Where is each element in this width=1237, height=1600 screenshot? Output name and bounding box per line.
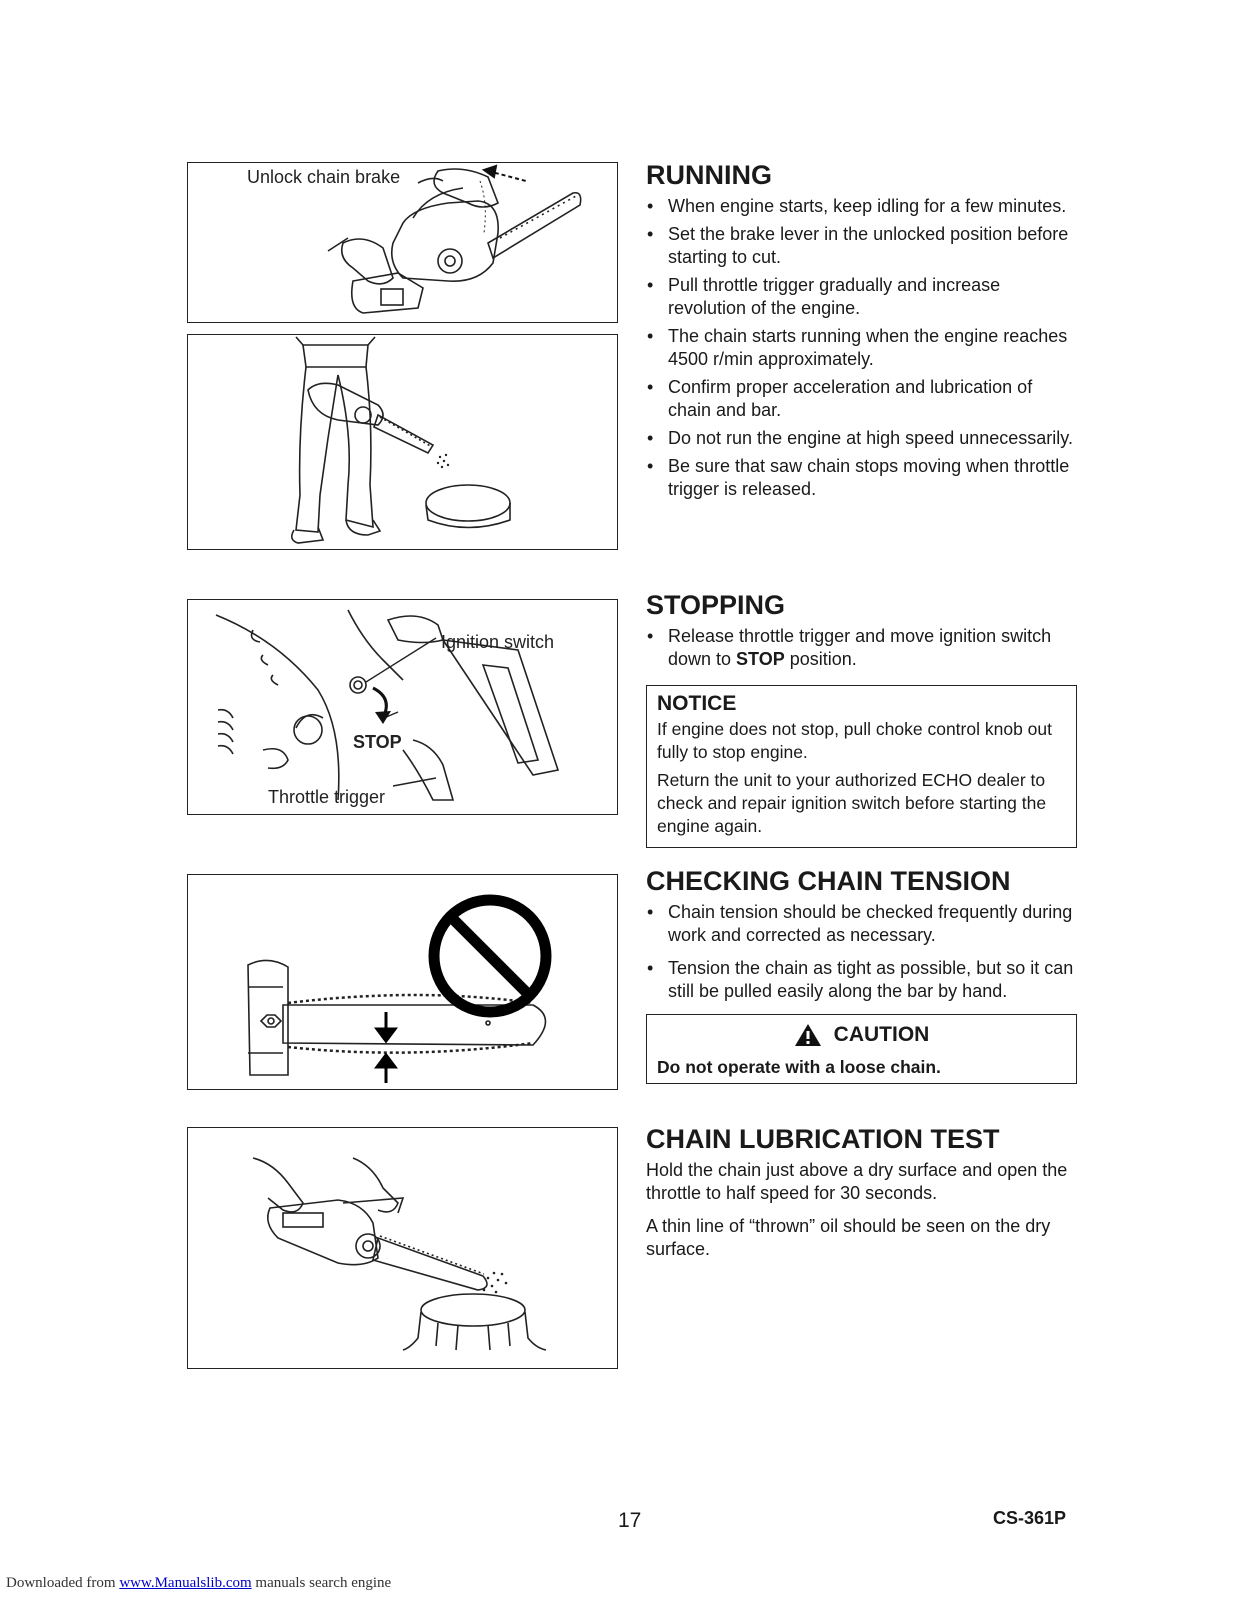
stopping-heading: STOPPING: [646, 590, 786, 620]
chain-tension-bullet-list: [646, 901, 1076, 1003]
page-number: 17: [618, 1509, 642, 1532]
section-lubrication-test: [646, 1123, 1076, 1271]
throttle-trigger-label: Throttle trigger: [268, 787, 386, 807]
section-running: [646, 159, 1076, 506]
operator-running-illustration: [188, 335, 618, 550]
running-bullet: • Do not run the engine at high speed unnecessarily.: [646, 427, 1076, 450]
caution-heading: CAUTION: [833, 1023, 930, 1046]
stopping-bullet-list: [646, 625, 1076, 671]
running-bullet: • Be sure that saw chain stops moving when throttle trigger is released.: [646, 455, 1076, 501]
caution-header: [657, 1023, 1066, 1047]
caution-box: [646, 1014, 1077, 1084]
stopping-bullet-post: position.: [784, 649, 857, 669]
running-bullet-list: [646, 195, 1076, 501]
lubrication-heading: CHAIN LUBRICATION TEST: [646, 1124, 1000, 1154]
running-bullet: • Confirm proper acceleration and lubrication of chain and bar.: [646, 376, 1076, 422]
figure-loose-chain: [187, 874, 618, 1090]
lubrication-paragraph: Hold the chain just above a dry surface and open the throttle to half speed for 30 seconds.: [646, 1160, 1068, 1203]
notice-box: [646, 685, 1077, 848]
notice-paragraph: If engine does not stop, pull choke control knob out fully to stop engine.: [657, 719, 1052, 762]
download-footer: [6, 1575, 391, 1592]
download-suffix: manuals search engine: [251, 1575, 392, 1591]
lubrication-test-illustration: [188, 1128, 618, 1369]
running-heading: RUNNING: [646, 160, 772, 190]
notice-paragraph: Return the unit to your authorized ECHO dealer to check and repair ignition switch before starting the engine again.: [657, 770, 1047, 836]
figure-ignition-switch: [187, 599, 618, 815]
stopping-bullet: [646, 625, 1076, 671]
ignition-switch-label: Ignition switch: [441, 632, 555, 652]
stopping-bullet-pre: Release throttle trigger and move ignition switch down to: [668, 626, 1052, 669]
running-bullet: • Pull throttle trigger gradually and increase revolution of the engine.: [646, 274, 1076, 320]
running-bullet: • The chain starts running when the engine reaches 4500 r/min approximately.: [646, 325, 1076, 371]
warning-triangle-icon: [794, 1023, 822, 1047]
notice-heading: NOTICE: [657, 692, 737, 715]
running-bullet: • Set the brake lever in the unlocked position before starting to cut.: [646, 223, 1076, 269]
figure-lubrication-test: [187, 1127, 618, 1369]
figure-unlock-chain-brake: [187, 162, 618, 323]
unlock-chain-brake-label: Unlock chain brake: [247, 167, 401, 187]
loose-chain-illustration: [188, 875, 618, 1090]
section-chain-tension: [646, 865, 1076, 1008]
caution-text: Do not operate with a loose chain.: [657, 1057, 941, 1077]
download-prefix: Downloaded from: [6, 1575, 120, 1591]
chain-tension-heading: CHECKING CHAIN TENSION: [646, 866, 1011, 896]
model-number: CS-361P: [993, 1508, 1067, 1528]
lubrication-paragraph: A thin line of “thrown” oil should be seen on the dry surface.: [646, 1216, 1051, 1259]
stop-position-label: STOP: [353, 732, 402, 752]
figure-operator-running: [187, 334, 618, 550]
running-bullet: • When engine starts, keep idling for a few minutes.: [646, 195, 1076, 218]
manualslib-link[interactable]: www.Manualslib.com: [119, 1575, 252, 1591]
chain-tension-bullet: • Chain tension should be checked frequently during work and corrected as necessary.: [646, 901, 1076, 947]
stopping-bullet-stop: STOP: [736, 649, 785, 669]
section-stopping: [646, 589, 1076, 676]
chain-tension-bullet: • Tension the chain as tight as possible, but so it can still be pulled easily along the bar by hand.: [646, 957, 1076, 1003]
